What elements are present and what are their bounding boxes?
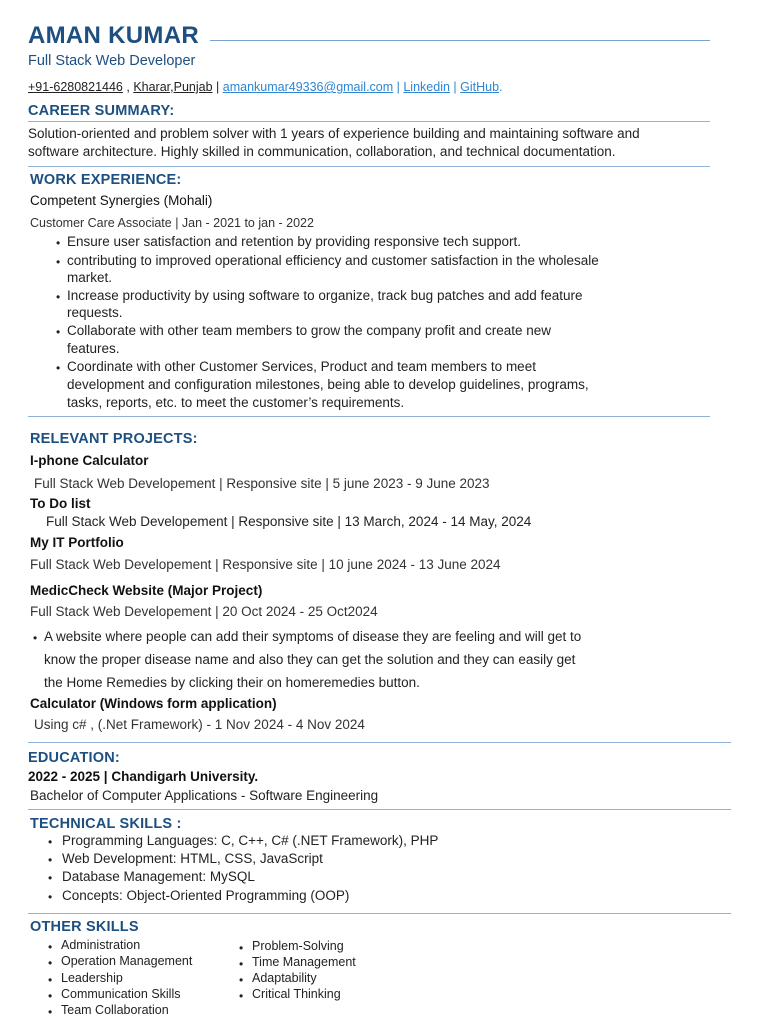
section-divider bbox=[28, 121, 710, 122]
project-title: My IT Portfolio bbox=[30, 535, 124, 550]
section-heading-projects: RELEVANT PROJECTS: bbox=[30, 431, 198, 447]
bullet-dot: • bbox=[56, 325, 61, 339]
other-skill: Problem-Solving bbox=[252, 939, 344, 953]
bullet-dot: • bbox=[48, 956, 53, 970]
project-description: A website where people can add their symptoms of disease they are feeling and will get to bbox=[44, 629, 582, 644]
bullet-dot: • bbox=[48, 853, 53, 867]
bullet-dot: • bbox=[33, 631, 38, 645]
name-divider bbox=[210, 40, 710, 41]
project-detail: Full Stack Web Developement | Responsive site | 13 March, 2024 - 14 May, 2024 bbox=[46, 514, 532, 529]
summary-line: software architecture. Highly skilled in communication, collaboration, and technical documentation. bbox=[28, 144, 616, 159]
summary-line: Solution-oriented and problem solver with 1 years of experience building and maintaining software and bbox=[28, 126, 640, 141]
bullet-dot: • bbox=[48, 871, 53, 885]
bullet-dot: • bbox=[239, 973, 244, 987]
other-skill: Leadership bbox=[61, 971, 123, 985]
bullet-dot: • bbox=[48, 973, 53, 987]
experience-bullet: Increase productivity by using software to organize, track bug patches and add feature bbox=[67, 288, 583, 303]
project-detail: Full Stack Web Developement | 20 Oct 2024 - 25 Oct2024 bbox=[30, 604, 378, 619]
section-heading-other: OTHER SKILLS bbox=[30, 919, 139, 935]
email-link[interactable]: amankumar49336@gmail.com bbox=[222, 80, 394, 94]
bullet-dot: • bbox=[239, 957, 244, 971]
section-divider bbox=[28, 809, 731, 810]
experience-bullet: Collaborate with other team members to grow the company profit and create new bbox=[67, 323, 551, 338]
phone-number: +91-6280821446 bbox=[28, 80, 123, 94]
technical-skill: Web Development: HTML, CSS, JavaScript bbox=[62, 851, 323, 866]
project-description: know the proper disease name and also they can get the solution and they can easily get bbox=[44, 652, 576, 667]
contact-line: +91-6280821446 , Kharar,Punjab | amankumar49336@gmail.com | Linkedin | GitHub. bbox=[28, 80, 503, 94]
project-detail: Full Stack Web Developement | Responsive site | 5 june 2023 - 9 June 2023 bbox=[34, 476, 490, 491]
company-name: Competent Synergies (Mohali) bbox=[30, 193, 213, 208]
bullet-dot: • bbox=[239, 989, 244, 1003]
project-title: MedicCheck Website (Major Project) bbox=[30, 583, 263, 598]
project-description: the Home Remedies by clicking their on homeremedies button. bbox=[44, 675, 420, 690]
section-heading-technical: TECHNICAL SKILLS : bbox=[30, 816, 182, 832]
section-heading-summary: CAREER SUMMARY: bbox=[28, 103, 175, 119]
bullet-dot: • bbox=[48, 1005, 53, 1019]
bullet-dot: • bbox=[48, 890, 53, 904]
section-heading-experience: WORK EXPERIENCE: bbox=[30, 172, 182, 188]
experience-bullet-cont: requests. bbox=[67, 305, 123, 320]
other-skill: Critical Thinking bbox=[252, 987, 341, 1001]
technical-skill: Database Management: MySQL bbox=[62, 869, 255, 884]
project-detail: Using c# , (.Net Framework) - 1 Nov 2024 - 4 Nov 2024 bbox=[34, 717, 365, 732]
project-title: To Do list bbox=[30, 496, 91, 511]
linkedin-link[interactable]: Linkedin bbox=[403, 80, 450, 94]
bullet-dot: • bbox=[48, 989, 53, 1003]
other-skill: Adaptability bbox=[252, 971, 317, 985]
job-position: Customer Care Associate | Jan - 2021 to jan - 2022 bbox=[30, 216, 314, 230]
other-skill: Communication Skills bbox=[61, 987, 181, 1001]
other-skill: Operation Management bbox=[61, 954, 193, 968]
experience-bullet: contributing to improved operational efficiency and customer satisfaction in the wholesale bbox=[67, 253, 599, 268]
other-skill: Time Management bbox=[252, 955, 356, 969]
bullet-dot: • bbox=[56, 236, 61, 250]
bullet-dot: • bbox=[56, 255, 61, 269]
technical-skill: Programming Languages: C, C++, C# (.NET Framework), PHP bbox=[62, 833, 439, 848]
experience-bullet-cont: features. bbox=[67, 341, 120, 356]
education-degree: Bachelor of Computer Applications - Software Engineering bbox=[30, 788, 379, 803]
candidate-role: Full Stack Web Developer bbox=[28, 53, 196, 69]
bullet-dot: • bbox=[48, 835, 53, 849]
bullet-dot: • bbox=[239, 941, 244, 955]
experience-bullet-cont: development and configuration milestones, being able to develop guidelines, programs, bbox=[67, 377, 589, 392]
location: Kharar,Punjab bbox=[133, 80, 213, 94]
section-divider bbox=[28, 166, 710, 167]
project-title: I-phone Calculator bbox=[30, 453, 149, 468]
experience-bullet-cont: market. bbox=[67, 270, 113, 285]
candidate-name: AMAN KUMAR bbox=[28, 22, 199, 49]
experience-bullet-cont: tasks, reports, etc. to meet the customer’s requirements. bbox=[67, 395, 405, 410]
section-divider bbox=[28, 742, 731, 743]
github-link[interactable]: GitHub bbox=[460, 80, 500, 94]
education-dates: 2022 - 2025 | Chandigarh University. bbox=[28, 769, 259, 784]
experience-bullet: Coordinate with other Customer Services, Product and team members to meet bbox=[67, 359, 536, 374]
other-skill: Administration bbox=[61, 938, 141, 952]
bullet-dot: • bbox=[48, 940, 53, 954]
section-divider bbox=[28, 416, 710, 417]
section-heading-education: EDUCATION: bbox=[28, 750, 120, 766]
other-skill: Team Collaboration bbox=[61, 1003, 169, 1017]
bullet-dot: • bbox=[56, 361, 61, 375]
bullet-dot: • bbox=[56, 290, 61, 304]
technical-skill: Concepts: Object-Oriented Programming (OOP) bbox=[62, 888, 350, 903]
section-divider bbox=[28, 913, 731, 914]
project-detail: Full Stack Web Developement | Responsive site | 10 june 2024 - 13 June 2024 bbox=[30, 557, 501, 572]
project-title: Calculator (Windows form application) bbox=[30, 696, 277, 711]
experience-bullet: Ensure user satisfaction and retention by providing responsive tech support. bbox=[67, 234, 522, 249]
